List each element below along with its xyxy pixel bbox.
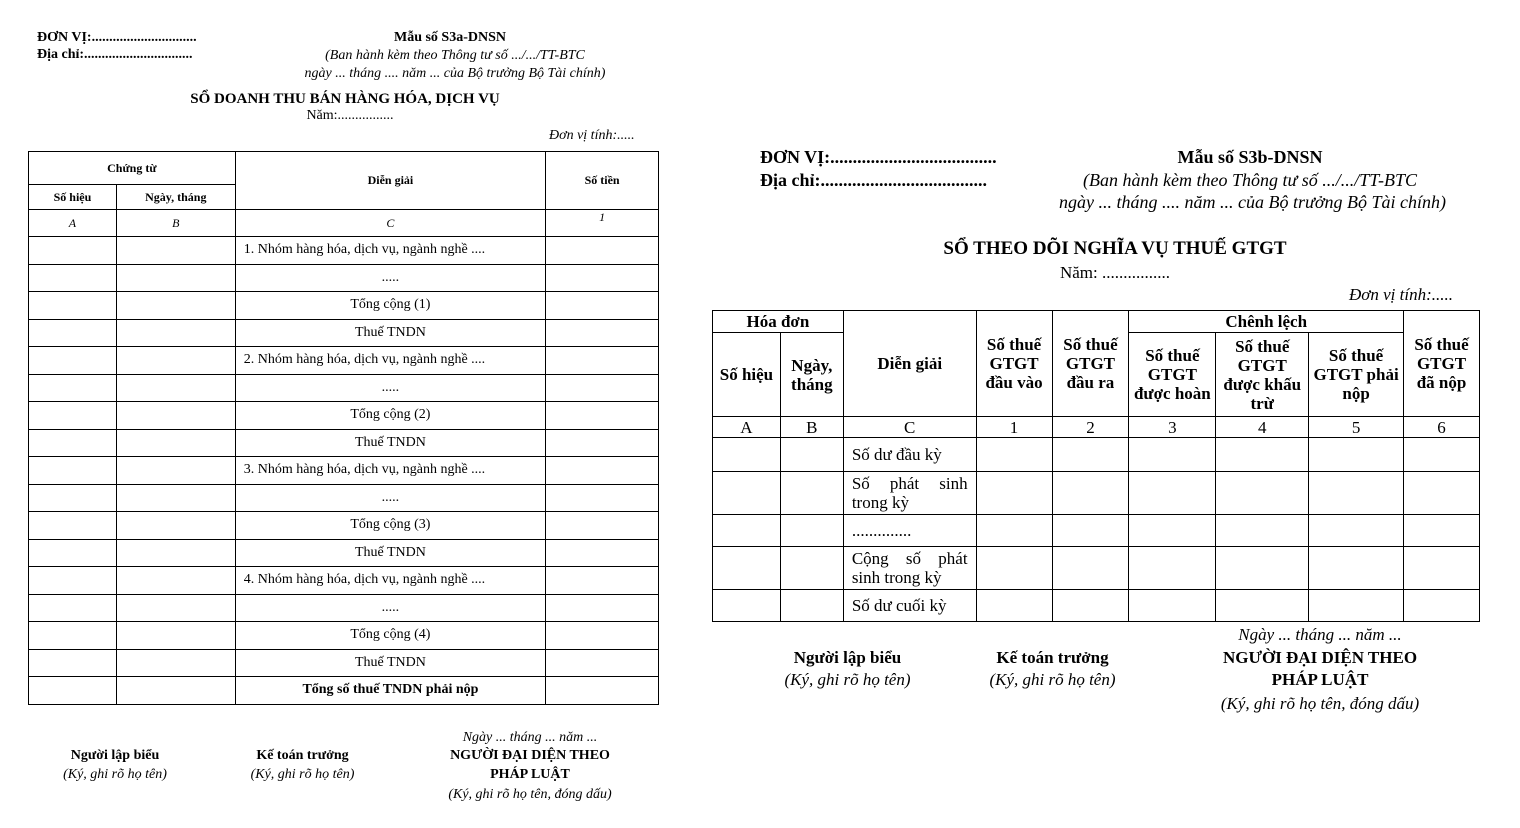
row-dien-giai: ..... [235, 594, 545, 622]
nam-label: Năm:................ [306, 108, 394, 123]
sign-date: Ngày ... tháng ... năm ... [1238, 625, 1402, 644]
col-label-a: A [29, 210, 117, 237]
header-so-tien: Số tiền [546, 152, 659, 210]
header-chenh-lech: Chênh lệch [1129, 311, 1404, 333]
don-vi-label: ĐƠN VỊ:..................................... [760, 147, 997, 167]
dai-dien-note: (Ký, ghi rõ họ tên, đóng dấu) [448, 787, 612, 802]
header-khau-tru: Số thuế GTGT được khấu trừ [1216, 333, 1309, 417]
don-vi-tinh: Đơn vị tính:..... [549, 128, 635, 143]
table-row [713, 472, 1480, 515]
dai-dien-note: (Ký, ghi rõ họ tên, đóng dấu) [1220, 694, 1420, 713]
table-row [29, 374, 659, 402]
dai-dien-line2: PHÁP LUẬT [1271, 670, 1369, 689]
table-row [29, 622, 659, 650]
form-title: SỔ THEO DÕI NGHĨA VỤ THUẾ GTGT [943, 238, 1287, 259]
col-label-a: A [713, 417, 781, 438]
table-row [29, 402, 659, 430]
table-row [29, 264, 659, 292]
table-row [29, 512, 659, 540]
row-dien-giai: .............. [843, 515, 976, 547]
nghia-vu-thue-table [712, 310, 1480, 622]
row-dien-giai: Tổng cộng (2) [235, 402, 545, 430]
nguoi-lap-bieu: Người lập biểu [793, 648, 902, 667]
header-dien-giai: Diễn giải [235, 152, 545, 210]
col-label-3: 3 [1129, 417, 1216, 438]
row-dien-giai: 3. Nhóm hàng hóa, dịch vụ, ngành nghề .... [235, 457, 545, 485]
table-row [29, 429, 659, 457]
col-label-c: C [843, 417, 976, 438]
row-dien-giai: Số dư đầu kỳ [843, 438, 976, 472]
row-dien-giai: ..... [235, 484, 545, 512]
row-dien-giai: Cộng số phát sinh trong kỳ [843, 547, 976, 590]
col-label-6: 6 [1404, 417, 1480, 438]
table-row [29, 237, 659, 265]
nguoi-lap-note: (Ký, ghi rõ họ tên) [63, 767, 167, 782]
dai-dien-line2: PHÁP LUẬT [490, 767, 570, 782]
header-ngay-thang: Ngày, tháng [116, 185, 235, 210]
row-dien-giai: Thuế TNDN [235, 539, 545, 567]
col-label-c: C [235, 210, 545, 237]
ke-toan-note: (Ký, ghi rõ họ tên) [250, 767, 355, 782]
row-dien-giai: Số dư cuối kỳ [843, 590, 976, 622]
header-so-hieu: Số hiệu [713, 333, 781, 417]
header-phai-nop: Số thuế GTGT phải nộp [1309, 333, 1404, 417]
row-dien-giai: Thuế TNDN [235, 649, 545, 677]
col-label-2: 2 [1052, 417, 1129, 438]
mau-so: Mẫu số S3a-DNSN [393, 30, 506, 45]
row-dien-giai: Số phát sinh trong kỳ [843, 472, 976, 515]
row-dien-giai: Thuế TNDN [235, 429, 545, 457]
sign-date: Ngày ... tháng ... năm ... [462, 730, 598, 745]
row-dien-giai: 4. Nhóm hàng hóa, dịch vụ, ngành nghề .... [235, 567, 545, 595]
table-row [29, 539, 659, 567]
col-label-1: 1 [546, 210, 659, 237]
table-row [29, 484, 659, 512]
col-label-4: 4 [1216, 417, 1309, 438]
doanh-thu-table [28, 151, 659, 705]
ke-toan-truong: Kế toán trưởng [256, 748, 349, 763]
row-dien-giai: Tổng cộng (4) [235, 622, 545, 650]
row-dien-giai: Tổng cộng (3) [235, 512, 545, 540]
don-vi-tinh: Đơn vị tính:..... [1349, 285, 1453, 304]
ban-hanh-note: (Ban hành kèm theo Thông tư số .../.../TT-BTC [1083, 170, 1417, 190]
table-row [29, 567, 659, 595]
header-da-nop: Số thuế GTGT đã nộp [1404, 311, 1480, 417]
header-dien-giai: Diễn giải [843, 311, 976, 417]
nam-label: Năm: ................ [1059, 263, 1171, 282]
row-dien-giai: ..... [235, 374, 545, 402]
table-row [29, 347, 659, 375]
dai-dien-line1: NGƯỜI ĐẠI DIỆN THEO [450, 748, 610, 763]
table-row [29, 457, 659, 485]
form-title: SỔ DOANH THU BÁN HÀNG HÓA, DỊCH VỤ [190, 91, 500, 107]
header-ngay-thang: Ngày, tháng [780, 333, 843, 417]
dai-dien-line1: NGƯỜI ĐẠI DIỆN THEO [1222, 648, 1418, 667]
table-row [29, 319, 659, 347]
row-tong-so-thue: Tổng số thuế TNDN phải nộp [235, 677, 545, 705]
row-dien-giai: Tổng cộng (1) [235, 292, 545, 320]
row-dien-giai: 1. Nhóm hàng hóa, dịch vụ, ngành nghề .... [235, 237, 545, 265]
nguoi-lap-note: (Ký, ghi rõ họ tên) [784, 670, 911, 689]
ngay-note: ngày ... tháng .... năm ... của Bộ trưởng Bộ Tài chính) [304, 66, 606, 81]
row-dien-giai: 2. Nhóm hàng hóa, dịch vụ, ngành nghề .... [235, 347, 545, 375]
row-dien-giai: Thuế TNDN [235, 319, 545, 347]
ke-toan-note: (Ký, ghi rõ họ tên) [989, 670, 1116, 689]
table-row [713, 438, 1480, 472]
table-row [29, 594, 659, 622]
header-so-hieu: Số hiệu [29, 185, 117, 210]
header-duoc-hoan: Số thuế GTGT được hoàn [1129, 333, 1216, 417]
table-row [713, 515, 1480, 547]
col-label-b: B [780, 417, 843, 438]
table-row [29, 677, 659, 705]
mau-so: Mẫu số S3b-DNSN [1177, 147, 1323, 167]
don-vi-label: ĐƠN VỊ:.............................. [37, 30, 197, 45]
header-chung-tu: Chứng từ [29, 152, 236, 185]
dia-chi-label: Địa chỉ:............................... [37, 47, 193, 62]
col-label-b: B [116, 210, 235, 237]
col-label-5: 5 [1309, 417, 1404, 438]
ngay-note: ngày ... tháng .... năm ... của Bộ trưởng Bộ Tài chính) [1059, 192, 1446, 212]
table-row [713, 590, 1480, 622]
header-dau-vao: Số thuế GTGT đầu vào [976, 311, 1052, 417]
table-row [29, 649, 659, 677]
col-label-1: 1 [976, 417, 1052, 438]
dia-chi-label: Địa chỉ:..................................... [760, 170, 987, 190]
table-row [713, 547, 1480, 590]
ke-toan-truong: Kế toán trưởng [996, 648, 1109, 667]
row-dien-giai: ..... [235, 264, 545, 292]
nguoi-lap-bieu: Người lập biểu [70, 748, 160, 763]
ban-hanh-note: (Ban hành kèm theo Thông tư số .../.../TT-BTC [325, 48, 585, 63]
header-hoa-don: Hóa đơn [713, 311, 844, 333]
table-row [29, 292, 659, 320]
header-dau-ra: Số thuế GTGT đầu ra [1052, 311, 1129, 417]
